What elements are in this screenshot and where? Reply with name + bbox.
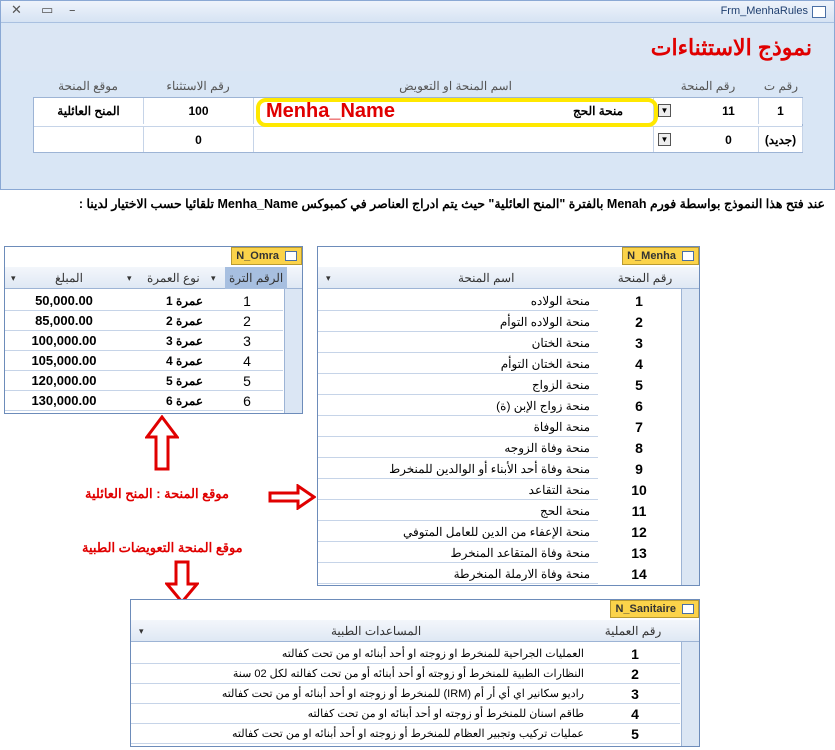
table-row[interactable]: [318, 480, 680, 500]
arrow-down-icon: [165, 560, 199, 604]
col-header-location: موقع المنحة: [58, 79, 118, 93]
cell-omra-amount[interactable]: 130,000.00: [31, 393, 97, 408]
cell-menha-no[interactable]: 2: [598, 312, 680, 332]
cell-omra-no[interactable]: 6: [243, 393, 251, 409]
cell-omra-no[interactable]: 1: [243, 293, 251, 309]
col-header-num: رقم ت: [763, 79, 799, 93]
n-menha-tab[interactable]: [622, 247, 699, 265]
combo-menha-name-new[interactable]: [254, 126, 654, 152]
header-menha-name: اسم المنحة: [458, 271, 515, 285]
cell-menha-name[interactable]: منحة وفاة الزوجه: [504, 441, 590, 455]
cell-medical-aid[interactable]: راديو سكانير اي أي أر أم (IRM) للمنخرط أو زوجته او أحد أبنائه أو من تحت كفالته: [221, 688, 584, 700]
cell-menha-name[interactable]: منحة الختان التوأم: [500, 357, 590, 371]
table-icon: [682, 604, 694, 614]
combo-annotation: Menha_Name: [266, 100, 395, 122]
tab-label: N_Menha: [627, 250, 676, 262]
table-row[interactable]: [318, 564, 680, 584]
n-sanitaire-tab[interactable]: [610, 600, 699, 618]
cell-menha-no[interactable]: 9: [598, 459, 680, 479]
label-family-location: موقع المنحة : المنح العائلية: [85, 486, 229, 501]
cell-omra-type[interactable]: عمرة 5: [165, 374, 203, 388]
cell-medical-aid[interactable]: العمليات الجراحية للمنخرط او زوجته او أحد أبنائه او من تحت كفالته: [281, 648, 584, 660]
form-title: نموذج الاستثناءات: [650, 35, 812, 60]
cell-menha-name[interactable]: منحة وفاة المتقاعد المنخرط: [450, 546, 590, 560]
cell-menha-no[interactable]: 3: [598, 333, 680, 353]
cell-menha-name[interactable]: منحة الولاده: [530, 294, 590, 308]
n-menha-table: [317, 246, 700, 586]
cell-menha-name[interactable]: منحة الإعفاء من الدين للعامل المتوفي: [402, 525, 590, 539]
table-row[interactable]: [318, 501, 680, 521]
table-row[interactable]: [318, 417, 680, 437]
cell-medical-aid[interactable]: عمليات تركيب وتجبير العظام للمنخرط أو زوجته او أحد أبنائه او من تحت كفالته: [232, 728, 584, 740]
cell-omra-amount[interactable]: 100,000.00: [31, 333, 97, 348]
table-row[interactable]: [131, 664, 680, 684]
col-header-exception-no: رقم الاستثناء: [166, 79, 230, 93]
arrow-right-icon: [268, 484, 316, 510]
col-header-menha-no: رقم المنحة: [680, 79, 736, 93]
cell-menha-name[interactable]: منحة وفاة أحد الأبناء أو الوالدين للمنخرط: [389, 462, 590, 476]
record-selector-column[interactable]: [284, 289, 302, 413]
tab-label: N_Omra: [236, 250, 279, 262]
cell-num-new[interactable]: (جديد): [759, 126, 803, 152]
n-sanitaire-header: [131, 620, 699, 642]
cell-omra-no[interactable]: 5: [243, 373, 251, 389]
form-window: [0, 0, 835, 190]
cell-omra-type[interactable]: عمرة 3: [165, 334, 203, 348]
cell-menha-no[interactable]: 8: [598, 438, 680, 458]
cell-exception-no[interactable]: 100: [144, 98, 254, 124]
table-row[interactable]: [318, 333, 680, 353]
cell-location-new[interactable]: [34, 126, 144, 152]
table-row[interactable]: [131, 724, 680, 744]
cell-location[interactable]: المنح العائلية: [34, 98, 144, 124]
cell-omra-amount[interactable]: 105,000.00: [31, 353, 97, 368]
record-selector-column[interactable]: [681, 642, 699, 746]
n-omra-header: [5, 267, 302, 289]
combo-cell-new[interactable]: [654, 126, 699, 152]
table-row[interactable]: [131, 644, 680, 664]
sort-arrow-icon[interactable]: ▾: [326, 273, 331, 283]
dropdown-arrow-icon[interactable]: ▼: [658, 104, 671, 117]
table-row[interactable]: [318, 312, 680, 332]
cell-medical-aid[interactable]: طاقم اسنان للمنخرط أو زوجته او أحد أبنائه او من تحت كفالته: [307, 708, 584, 720]
table-row[interactable]: [5, 311, 283, 331]
table-row[interactable]: [5, 291, 283, 311]
cell-omra-no[interactable]: 2: [243, 313, 251, 329]
cell-omra-amount[interactable]: 85,000.00: [35, 313, 93, 328]
record-selector-column[interactable]: [681, 289, 699, 585]
form-icon: [812, 6, 826, 18]
header-operation-no[interactable]: رقم العملية: [604, 624, 662, 638]
n-menha-header: [318, 267, 699, 289]
cell-operation-no[interactable]: 2: [631, 666, 639, 682]
close-icon[interactable]: ✕: [11, 3, 22, 18]
table-row[interactable]: [318, 354, 680, 374]
cell-menha-no[interactable]: 12: [598, 522, 680, 542]
cell-exception-no-new[interactable]: 0: [144, 126, 254, 152]
table-row[interactable]: [131, 684, 680, 704]
combo-menha-name[interactable]: منحة الحج: [254, 98, 654, 124]
cell-omra-amount[interactable]: 50,000.00: [35, 293, 93, 308]
minimize-icon[interactable]: –: [69, 3, 76, 18]
label-medical-location: موقع المنحة التعويضات الطبية: [82, 540, 243, 555]
sort-arrow-icon[interactable]: ▾: [211, 273, 216, 283]
cell-menha-name[interactable]: منحة الوفاة: [533, 420, 590, 434]
cell-operation-no[interactable]: 1: [631, 646, 639, 662]
cell-menha-no[interactable]: 5: [598, 375, 680, 395]
header-medical-aid: المساعدات الطبية: [331, 624, 422, 638]
arrow-up-icon: [145, 415, 179, 471]
cell-menha-name[interactable]: منحة التقاعد: [528, 483, 590, 497]
cell-medical-aid[interactable]: النظارات الطبية للمنخرط أو زوجته أو أحد أبنائه أو من تحت كفالته لكل 02 سنة: [232, 668, 584, 680]
table-row[interactable]: [318, 396, 680, 416]
header-menha-no[interactable]: رقم المنحة: [617, 271, 673, 285]
combo-cell[interactable]: [654, 98, 699, 124]
col-header-menha-name: اسم المنحة او التعويض: [399, 79, 512, 93]
sort-arrow-icon[interactable]: ▾: [139, 626, 144, 636]
n-omra-table: [4, 246, 303, 414]
cell-menha-name[interactable]: منحة وفاة الارملة المنخرطة: [453, 567, 590, 581]
sort-arrow-icon[interactable]: ▾: [127, 273, 132, 283]
tab-label: N_Sanitaire: [615, 603, 676, 615]
table-row[interactable]: [318, 438, 680, 458]
cell-omra-type[interactable]: عمرة 1: [165, 294, 203, 308]
n-sanitaire-table: [130, 599, 700, 747]
cell-menha-no[interactable]: 1: [598, 291, 680, 311]
table-row[interactable]: [318, 291, 680, 311]
table-row[interactable]: [5, 331, 283, 351]
cell-menha-no[interactable]: 13: [598, 543, 680, 563]
table-row[interactable]: [131, 704, 680, 724]
cell-menha-name[interactable]: منحة الزواج: [531, 378, 590, 392]
cell-omra-type[interactable]: عمرة 2: [165, 314, 203, 328]
restore-icon[interactable]: ▭: [41, 3, 54, 18]
cell-operation-no[interactable]: 5: [631, 726, 639, 742]
cell-omra-no[interactable]: 4: [243, 353, 251, 369]
cell-menha-name[interactable]: منحة الولاده التوأم: [499, 315, 590, 329]
table-icon: [682, 251, 694, 261]
cell-operation-no[interactable]: 3: [631, 686, 639, 702]
cell-omra-type[interactable]: عمرة 4: [165, 354, 203, 368]
cell-menha-no[interactable]: 11: [598, 501, 680, 521]
table-row[interactable]: [318, 522, 680, 542]
header-omra-no[interactable]: الرقم الترة: [225, 267, 287, 289]
table-icon: [285, 251, 297, 261]
dropdown-arrow-icon[interactable]: ▼: [658, 133, 671, 146]
table-row[interactable]: [5, 371, 283, 391]
cell-omra-type[interactable]: عمرة 6: [165, 394, 203, 408]
header-amount: المبلغ: [55, 271, 83, 285]
cell-menha-no[interactable]: 14: [598, 564, 680, 584]
cell-menha-no[interactable]: 10: [598, 480, 680, 500]
table-row[interactable]: [318, 375, 680, 395]
cell-num[interactable]: 1: [759, 98, 803, 124]
cell-menha-no-new[interactable]: 0: [699, 126, 759, 152]
window-titlebar: [1, 1, 834, 23]
table-row[interactable]: [318, 543, 680, 563]
n-omra-tab[interactable]: [231, 247, 302, 265]
cell-menha-no[interactable]: 7: [598, 417, 680, 437]
window-title: Frm_MenhaRules: [720, 5, 808, 17]
cell-menha-name[interactable]: منحة زواج الإبن (ة): [496, 399, 590, 413]
cell-omra-amount[interactable]: 120,000.00: [31, 373, 97, 388]
cell-menha-no[interactable]: 6: [598, 396, 680, 416]
cell-menha-no[interactable]: 4: [598, 354, 680, 374]
table-row[interactable]: [5, 351, 283, 371]
cell-omra-no[interactable]: 3: [243, 333, 251, 349]
table-row[interactable]: [318, 459, 680, 479]
cell-operation-no[interactable]: 4: [631, 706, 639, 722]
cell-menha-name[interactable]: منحة الختان: [531, 336, 590, 350]
header-omra-type: نوع العمرة: [147, 271, 200, 285]
cell-menha-name[interactable]: منحة الحج: [539, 504, 590, 518]
description-text: عند فتح هذا النموذج بواسطة فورم Menah بالفترة "المنح العائلية" حيث يتم ادراج العناصر في كمبوكس Menha_Name تلقائيا حسب الاختيار لدينا :: [78, 197, 825, 211]
cell-menha-no[interactable]: 11: [699, 98, 759, 124]
table-row[interactable]: [5, 391, 283, 411]
sort-arrow-icon[interactable]: ▾: [11, 273, 16, 283]
